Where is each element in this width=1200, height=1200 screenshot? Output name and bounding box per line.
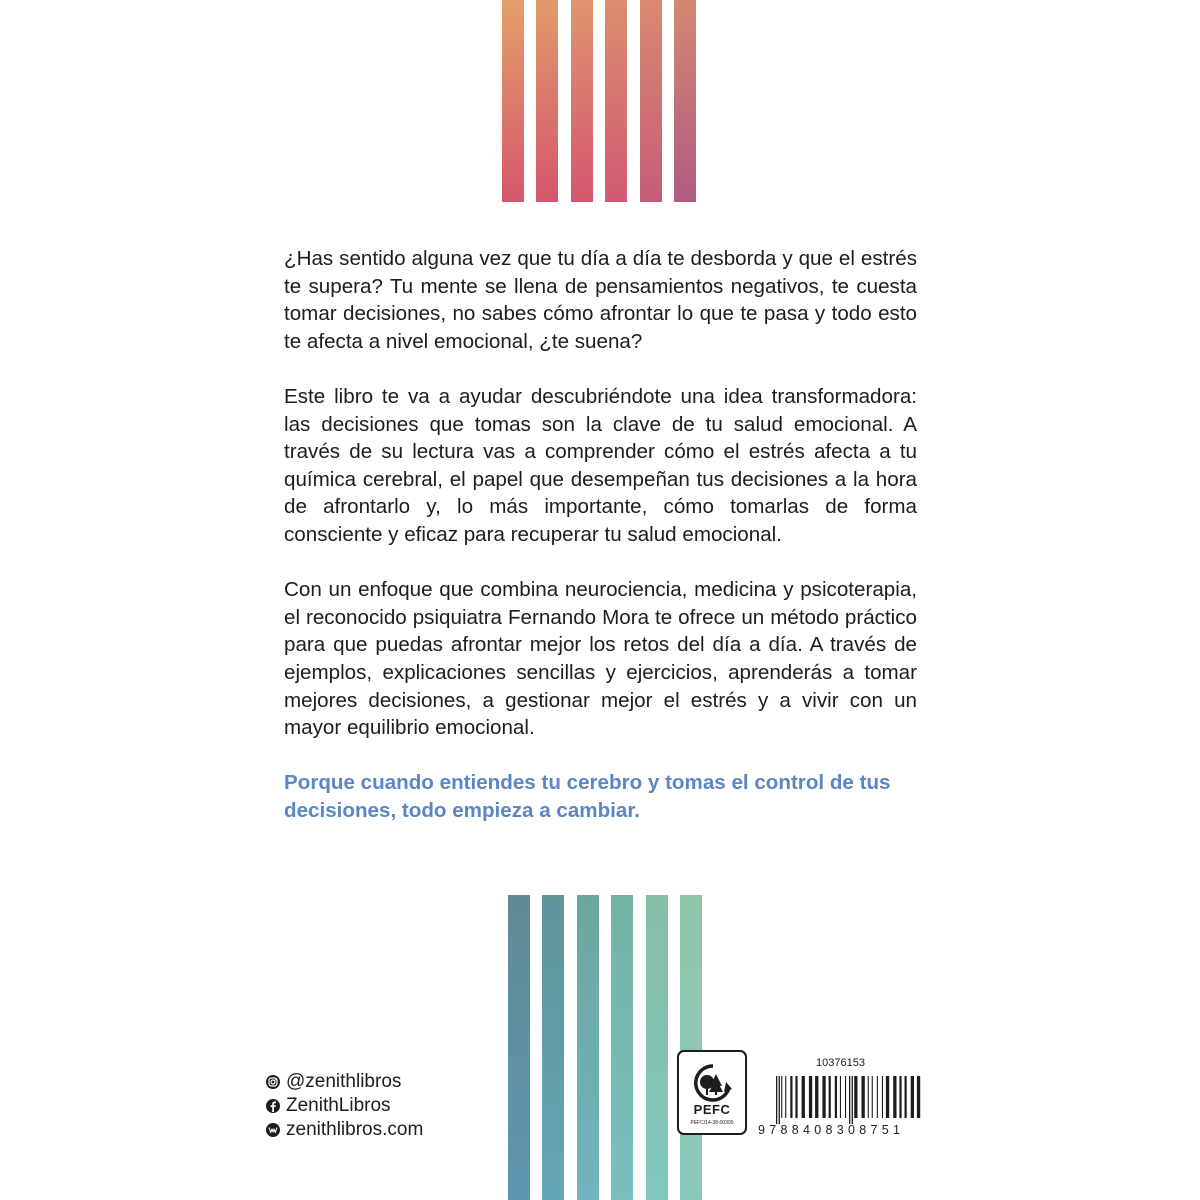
pefc-label: PEFC <box>693 1102 731 1117</box>
pefc-code: PEFC/14-38-00305 <box>690 1120 734 1126</box>
pefc-certification-logo <box>677 1050 747 1135</box>
bottom-bar-1 <box>508 895 530 1200</box>
social-links <box>266 1070 423 1142</box>
barcode-bars <box>774 1076 924 1124</box>
bottom-bar-6 <box>680 895 702 1200</box>
instagram-handle: @zenithlibros <box>286 1071 402 1092</box>
facebook-icon <box>266 1099 280 1113</box>
facebook-link[interactable] <box>266 1094 423 1118</box>
web-address: zenithlibros.com <box>286 1119 424 1140</box>
bottom-gradient-bars <box>508 895 702 1200</box>
pefc-trees-icon <box>690 1062 736 1102</box>
blurb-paragraph-1: ¿Has sentido alguna vez que tu día a día te desborda y que el estrés te supera? Tu mente se llena de pensamientos negativos, te cuesta tomar decisiones, no sabes cómo afrontar lo que te pasa y todo esto te afecta a nivel emocional, ¿te suena? <box>284 247 917 353</box>
top-bar-3 <box>571 0 593 202</box>
barcode-digits: 9788408308751 <box>758 1123 905 1137</box>
web-icon <box>266 1123 280 1137</box>
top-bar-1 <box>502 0 524 202</box>
top-bar-6 <box>674 0 696 202</box>
bottom-bar-5 <box>646 895 668 1200</box>
barcode-reference: 10376153 <box>816 1057 865 1069</box>
instagram-link[interactable] <box>266 1070 423 1094</box>
blurb-tagline: Porque cuando entiendes tu cerebro y tomas el control de tus decisiones, todo empieza a cambiar. <box>284 771 891 822</box>
top-gradient-bars <box>502 0 696 202</box>
back-cover-blurb <box>284 245 917 824</box>
top-bar-4 <box>605 0 627 202</box>
bottom-bar-4 <box>611 895 633 1200</box>
bottom-bar-3 <box>577 895 599 1200</box>
isbn-barcode <box>758 1056 930 1141</box>
top-bar-2 <box>536 0 558 202</box>
top-bar-5 <box>640 0 662 202</box>
blurb-paragraph-2: Este libro te va a ayudar descubriéndote una idea transformadora: las decisiones que tomas son la clave de tu salud emocional. A través de su lectura vas a comprender cómo el estrés afecta a tu química cerebral, el papel que desempeñan tus decisiones a la hora de afrontarlo y, lo más importante, cómo tomarlas de forma consciente y eficaz para recuperar tu salud emocional. <box>284 384 917 546</box>
web-link[interactable] <box>266 1118 423 1142</box>
bottom-bar-2 <box>542 895 564 1200</box>
facebook-handle: ZenithLibros <box>286 1095 391 1116</box>
instagram-icon <box>266 1075 280 1089</box>
blurb-paragraph-3: Con un enfoque que combina neurociencia, medicina y psicoterapia, el reconocido psiquiatra Fernando Mora te ofrece un método práctico para que puedas afrontar mejor los retos del día a día. A través de ejemplos, explicaciones sencillas y ejercicios, aprenderás a tomar mejores decisiones, a gestionar mejor el estrés y a vivir con un mayor equilibrio emocional. <box>284 578 917 740</box>
